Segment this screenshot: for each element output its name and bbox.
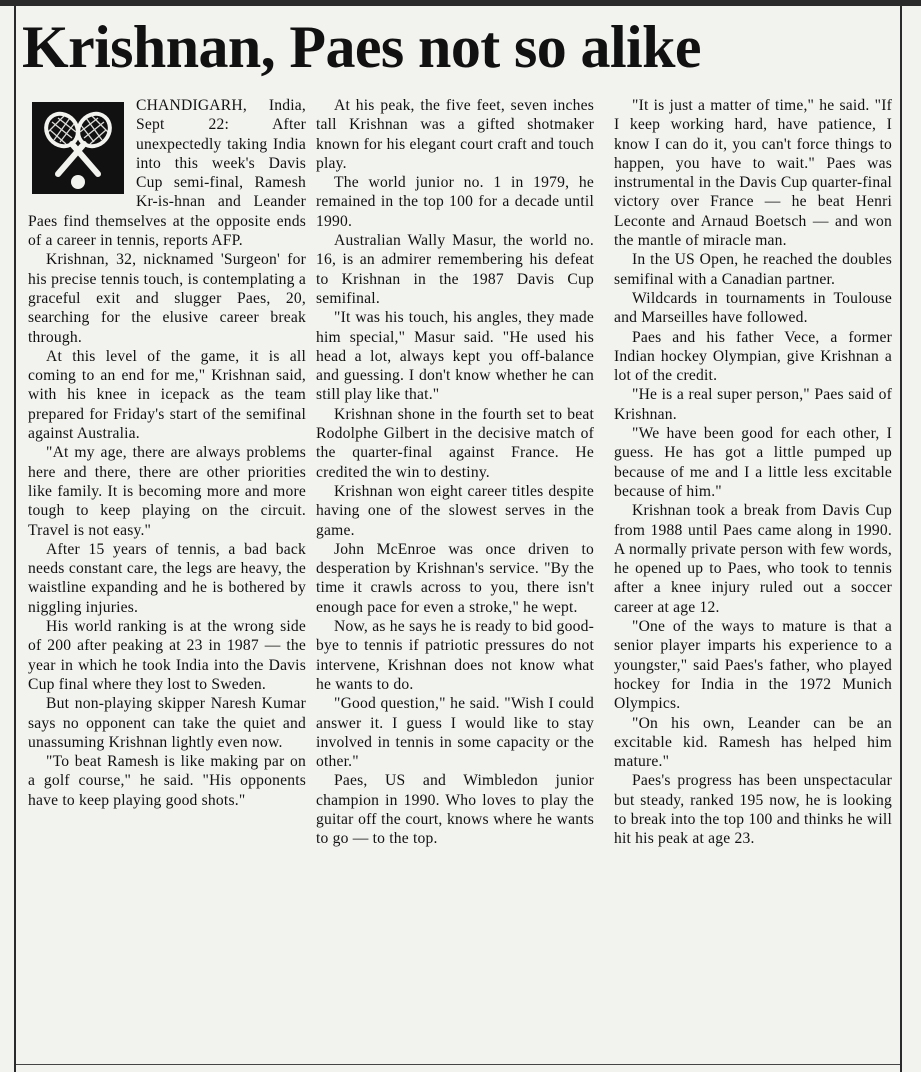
right-column-rule <box>900 6 902 1072</box>
article-paragraph: Krishnan won eight career titles despite having one of the slowest serves in the game. <box>316 482 594 539</box>
article-paragraph: But non-playing skipper Naresh Kumar says no opponent can take the quiet and unassuming Krishnan lightly even now. <box>28 695 306 751</box>
left-neighbor-column-fragment <box>0 6 14 1072</box>
article-paragraph: Australian Wally Masur, the world no. 16, is an admirer remembering his defeat to Krishnan in the 1987 Davis Cup semifinal. <box>316 232 594 307</box>
article-paragraph: Paes and his father Vece, a former Indian hockey Olympian, give Krishnan a lot of the credit. <box>614 328 892 385</box>
article-column-1 <box>28 96 306 810</box>
article-paragraph: "He is a real super person," Paes said of Krishnan. <box>614 386 892 423</box>
article-paragraph: Paes's progress has been unspectacular but steady, ranked 195 now, he is looking to break into the top 100 and thinks he will hit his peak at age 23. <box>614 772 892 848</box>
article-paragraph: "To beat Ramesh is like making par on a golf course," he said. "His opponents have to keep playing good shots." <box>28 753 306 809</box>
article-column-3 <box>614 96 892 849</box>
article-paragraph: Now, as he says he is ready to bid good-bye to tennis if patriotic pressures do not intervene, Krishnan does not know what he wants to do. <box>316 618 594 693</box>
bottom-rule <box>16 1064 900 1065</box>
article-paragraph: His world ranking is at the wrong side of 200 after peaking at 23 in 1987 — the year in which he took India into the Davis Cup final where they lost to Sweden. <box>28 618 306 693</box>
article-paragraph: "Good question," he said. "Wish I could answer it. I guess I would like to stay involved in tennis in some capacity or the other." <box>316 695 594 771</box>
article-paragraph: At his peak, the five feet, seven inches tall Krishnan was a gifted shotmaker known for his elegant court craft and touch play. <box>316 97 594 172</box>
article-paragraph: Krishnan took a break from Davis Cup from 1988 until Paes came along in 1990. A normally private person with few words, he opened up to Paes, who took to tennis after a knee injury ruled out a soccer career at age 12. <box>614 502 892 616</box>
article-paragraph: Krishnan, 32, nicknamed 'Surgeon' for his precise tennis touch, is contemplating a graceful exit and slugger Paes, 20, searching for the elusive career break through. <box>28 251 306 346</box>
article-paragraph: "One of the ways to mature is that a senior player imparts his experience to a youngster," said Paes's father, who played hockey for India in the 1972 Munich Olympics. <box>614 618 892 713</box>
article-paragraph: "It is just a matter of time," he said. "If I keep working hard, have patience, I know I can do it, you can't force things to happen, you have to wait." Paes was instrumental in the Davis Cup quarter-final victory over France — he beat Henri Leconte and Arnaud Boetsch — and won the mantle of miracle man. <box>614 97 892 250</box>
article-paragraph: CHANDIGARH, India, Sept 22: After unexpectedly taking India into this week's Davis Cup semi-final, Ramesh Kr-is-hnan and Leander Paes find themselves at the opposite ends of a career in tennis, reports AFP. <box>28 97 306 250</box>
article-paragraph: In the US Open, he reached the doubles semifinal with a Canadian partner. <box>614 251 892 288</box>
article-paragraph: Paes, US and Wimbledon junior champion in 1990. Who loves to play the guitar off the court, knows where he wants to go — to the top. <box>316 772 594 848</box>
article-paragraph: The world junior no. 1 in 1979, he remained in the top 100 for a decade until 1990. <box>316 174 594 230</box>
article-paragraph: Krishnan shone in the fourth set to beat Rodolphe Gilbert in the decisive match of the quarter-final against France. He credited the win to destiny. <box>316 405 594 481</box>
article-paragraph: Wildcards in tournaments in Toulouse and Marseilles have followed. <box>614 289 892 327</box>
left-column-rule <box>14 6 16 1072</box>
article-paragraph: At this level of the game, it is all coming to an end for me," Krishnan said, with his knee in icepack as the team prepared for Friday's start of the semifinal against Australia. <box>28 347 306 443</box>
article-paragraph: "It was his touch, his angles, they made him special," Masur said. "He used his head a lot, always kept you off-balance and guessing. I don't know whether he can still play like that." <box>316 309 594 404</box>
article-paragraph: "At my age, there are always problems here and there, there are other priorities like family. It is becoming more and more tough to keep playing on the circuit. Travel is not easy." <box>28 444 306 539</box>
tennis-rackets-and-ball-icon <box>32 102 124 194</box>
article-paragraph: After 15 years of tennis, a bad back needs constant care, the legs are heavy, the waistline expanding and he is bothered by niggling injuries. <box>28 540 306 616</box>
right-neighbor-column-fragment <box>904 6 921 1072</box>
article-paragraph: John McEnroe was once driven to desperation by Krishnan's service. "By the time it crawls across to you, there isn't enough pace for even a stroke," he wept. <box>316 540 594 616</box>
article-column-2 <box>316 96 594 849</box>
article-paragraph: "We have been good for each other, I guess. He has got a little pumped up because of me and I a little less excitable because of him." <box>614 425 892 500</box>
top-rule <box>0 0 921 6</box>
article-paragraph: "On his own, Leander can be an excitable kid. Ramesh has helped him mature." <box>614 714 892 771</box>
headline: Krishnan, Paes not so alike <box>22 14 701 80</box>
